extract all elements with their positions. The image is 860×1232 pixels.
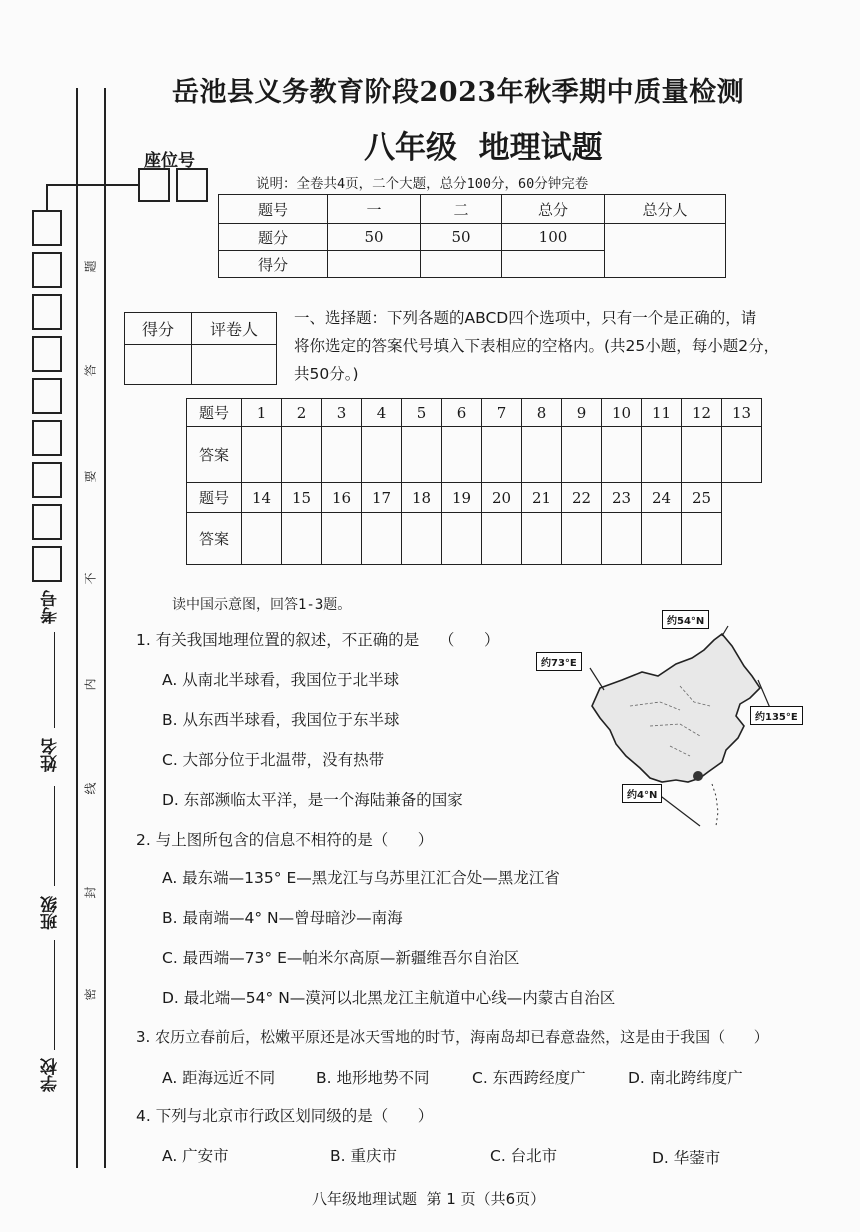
question-number: 22 xyxy=(562,483,602,513)
question-number: 13 xyxy=(722,399,762,427)
answer-table-label: 题号 xyxy=(187,483,242,513)
answer-cell[interactable] xyxy=(642,513,682,565)
score-input-cell[interactable] xyxy=(328,251,421,278)
question-number: 23 xyxy=(602,483,642,513)
question-number: 25 xyxy=(682,483,722,513)
question-number: 7 xyxy=(482,399,522,427)
exam-number-label: 考号 xyxy=(41,590,61,624)
answer-cell[interactable] xyxy=(402,513,442,565)
question-option: D. 东部濒临太平洋，是一个海陆兼备的国家 xyxy=(162,791,463,809)
question-stem: 1. 有关我国地理位置的叙述，不正确的是 （ ） xyxy=(136,631,500,649)
seat-box-1[interactable] xyxy=(138,168,170,202)
section1-line1: 一、选择题：下列各题的ABCD四个选项中，只有一个是正确的，请 xyxy=(294,309,757,327)
answer-cell[interactable] xyxy=(482,513,522,565)
answer-cell[interactable] xyxy=(602,427,642,483)
score-total-signer-cell[interactable] xyxy=(605,224,726,278)
grader-name-label: 评卷人 xyxy=(192,313,277,345)
question-number: 9 xyxy=(562,399,602,427)
score-table-cell: 50 xyxy=(421,224,502,251)
margin-line-inner xyxy=(104,88,106,1168)
page-footer: 八年级地理试题 第 1 页（共6页） xyxy=(312,1190,546,1208)
answer-cell[interactable] xyxy=(442,513,482,565)
score-table-cell: 100 xyxy=(502,224,605,251)
question-option: A. 最东端—135° E—黑龙江与乌苏里江汇合处—黑龙江省 xyxy=(162,869,560,887)
score-table-cell: 题分 xyxy=(219,224,328,251)
question-number: 16 xyxy=(322,483,362,513)
score-table-header: 题号 xyxy=(219,195,328,224)
answer-cell[interactable] xyxy=(522,513,562,565)
seal-char: 要 xyxy=(83,470,98,483)
question-number: 8 xyxy=(522,399,562,427)
question-number: 18 xyxy=(402,483,442,513)
score-table-header: 总分人 xyxy=(605,195,726,224)
answer-cell[interactable] xyxy=(722,427,762,483)
question-option: B. 最南端—4° N—曾母暗沙—南海 xyxy=(162,909,403,927)
question-option: A. 从南北半球看，我国位于北半球 xyxy=(162,671,400,689)
school-label: 学校 xyxy=(41,1058,61,1092)
question-number: 20 xyxy=(482,483,522,513)
map-label-east: 约135°E xyxy=(750,706,803,725)
seat-connector-line xyxy=(46,184,138,186)
seat-connector-vertical xyxy=(46,184,48,210)
grader-name-cell[interactable] xyxy=(192,345,277,385)
answer-cell[interactable] xyxy=(242,427,282,483)
section1-line3: 共50分。) xyxy=(294,365,359,383)
question-stem: 4. 下列与北京市行政区划同级的是（ ） xyxy=(136,1107,434,1125)
score-input-cell[interactable] xyxy=(502,251,605,278)
question-number: 1 xyxy=(242,399,282,427)
name-underline xyxy=(54,786,55,886)
answer-cell[interactable] xyxy=(562,427,602,483)
question-option: D. 南北跨纬度广 xyxy=(628,1069,743,1087)
question-option: A. 距海远近不同 xyxy=(162,1069,276,1087)
map-intro: 读中国示意图，回答1-3题。 xyxy=(172,597,352,613)
seal-char: 封 xyxy=(83,886,98,899)
seal-char: 题 xyxy=(83,260,98,273)
question-number: 11 xyxy=(642,399,682,427)
question-number: 19 xyxy=(442,483,482,513)
question-option: C. 最西端—73° E—帕米尔高原—新疆维吾尔自治区 xyxy=(162,949,520,967)
answer-table xyxy=(186,398,762,565)
answer-cell[interactable] xyxy=(482,427,522,483)
page-subtitle: 八年级 地理试题 xyxy=(364,130,603,166)
answer-cell[interactable] xyxy=(322,513,362,565)
answer-cell[interactable] xyxy=(642,427,682,483)
score-table-cell: 50 xyxy=(328,224,421,251)
exam-note: 说明：全卷共4页，二个大题，总分100分，60分钟完卷 xyxy=(256,176,589,192)
question-stem: 3. 农历立春前后，松嫩平原还是冰天雪地的时节，海南岛却已春意盎然，这是由于我国（ ） xyxy=(136,1028,769,1046)
question-number: 12 xyxy=(682,399,722,427)
question-option: B. 从东西半球看，我国位于东半球 xyxy=(162,711,400,729)
grader-score-cell[interactable] xyxy=(125,345,192,385)
grader-table xyxy=(124,312,277,385)
page-title: 岳池县义务教育阶段2023年秋季期中质量检测 xyxy=(172,77,745,108)
answer-table-label: 题号 xyxy=(187,399,242,427)
question-number: 10 xyxy=(602,399,642,427)
question-number: 3 xyxy=(322,399,362,427)
answer-cell[interactable] xyxy=(282,513,322,565)
question-option: D. 最北端—54° N—漠河以北黑龙江主航道中心线—内蒙古自治区 xyxy=(162,989,616,1007)
answer-cell[interactable] xyxy=(282,427,322,483)
answer-table-label: 答案 xyxy=(187,513,242,565)
answer-cell[interactable] xyxy=(242,513,282,565)
empty-cell xyxy=(722,483,762,513)
section1-line2: 将你选定的答案代号填入下表相应的空格内。(共25小题，每小题2分， xyxy=(294,337,780,355)
answer-table-label: 答案 xyxy=(187,427,242,483)
answer-cell[interactable] xyxy=(362,513,402,565)
seal-char: 答 xyxy=(83,364,98,377)
map-label-west: 约73°E xyxy=(536,652,582,671)
class-label: 班级 xyxy=(41,896,61,930)
question-option: B. 地形地势不同 xyxy=(316,1069,430,1087)
question-number: 6 xyxy=(442,399,482,427)
score-table-header: 二 xyxy=(421,195,502,224)
answer-cell[interactable] xyxy=(402,427,442,483)
question-number: 2 xyxy=(282,399,322,427)
class-underline xyxy=(54,940,55,1050)
seal-char: 线 xyxy=(83,782,98,795)
score-table-header: 一 xyxy=(328,195,421,224)
question-option: C. 东西跨经度广 xyxy=(472,1069,586,1087)
empty-cell xyxy=(722,513,762,565)
answer-cell[interactable] xyxy=(442,427,482,483)
question-number: 4 xyxy=(362,399,402,427)
margin-line-outer xyxy=(76,88,78,1168)
answer-cell[interactable] xyxy=(562,513,602,565)
answer-cell[interactable] xyxy=(682,513,722,565)
answer-cell[interactable] xyxy=(322,427,362,483)
score-table xyxy=(218,194,726,278)
question-number: 14 xyxy=(242,483,282,513)
answer-cell[interactable] xyxy=(682,427,722,483)
score-input-cell[interactable] xyxy=(421,251,502,278)
question-number: 21 xyxy=(522,483,562,513)
question-number: 17 xyxy=(362,483,402,513)
exam-number-underline xyxy=(54,632,55,728)
map-label-south: 约4°N xyxy=(622,784,662,803)
seal-char: 内 xyxy=(83,678,98,691)
question-option: B. 重庆市 xyxy=(330,1147,397,1165)
question-option: A. 广安市 xyxy=(162,1147,229,1165)
question-number: 5 xyxy=(402,399,442,427)
question-stem: 2. 与上图所包含的信息不相符的是（ ） xyxy=(136,831,434,849)
answer-cell[interactable] xyxy=(362,427,402,483)
question-number: 15 xyxy=(282,483,322,513)
score-table-header: 总分 xyxy=(502,195,605,224)
answer-cell[interactable] xyxy=(522,427,562,483)
seat-label: 座位号 xyxy=(144,151,195,171)
seal-char: 密 xyxy=(83,988,98,1001)
answer-cell[interactable] xyxy=(602,513,642,565)
china-map-figure xyxy=(530,606,830,836)
grader-score-label: 得分 xyxy=(125,313,192,345)
question-option: C. 大部分位于北温带，没有热带 xyxy=(162,751,385,769)
question-number: 24 xyxy=(642,483,682,513)
question-option: D. 华蓥市 xyxy=(652,1149,721,1167)
seat-box-2[interactable] xyxy=(176,168,208,202)
seal-char: 不 xyxy=(83,572,98,585)
map-label-north: 约54°N xyxy=(662,610,709,629)
score-table-cell: 得分 xyxy=(219,251,328,278)
question-option: C. 台北市 xyxy=(490,1147,558,1165)
name-label: 姓名 xyxy=(41,738,61,772)
